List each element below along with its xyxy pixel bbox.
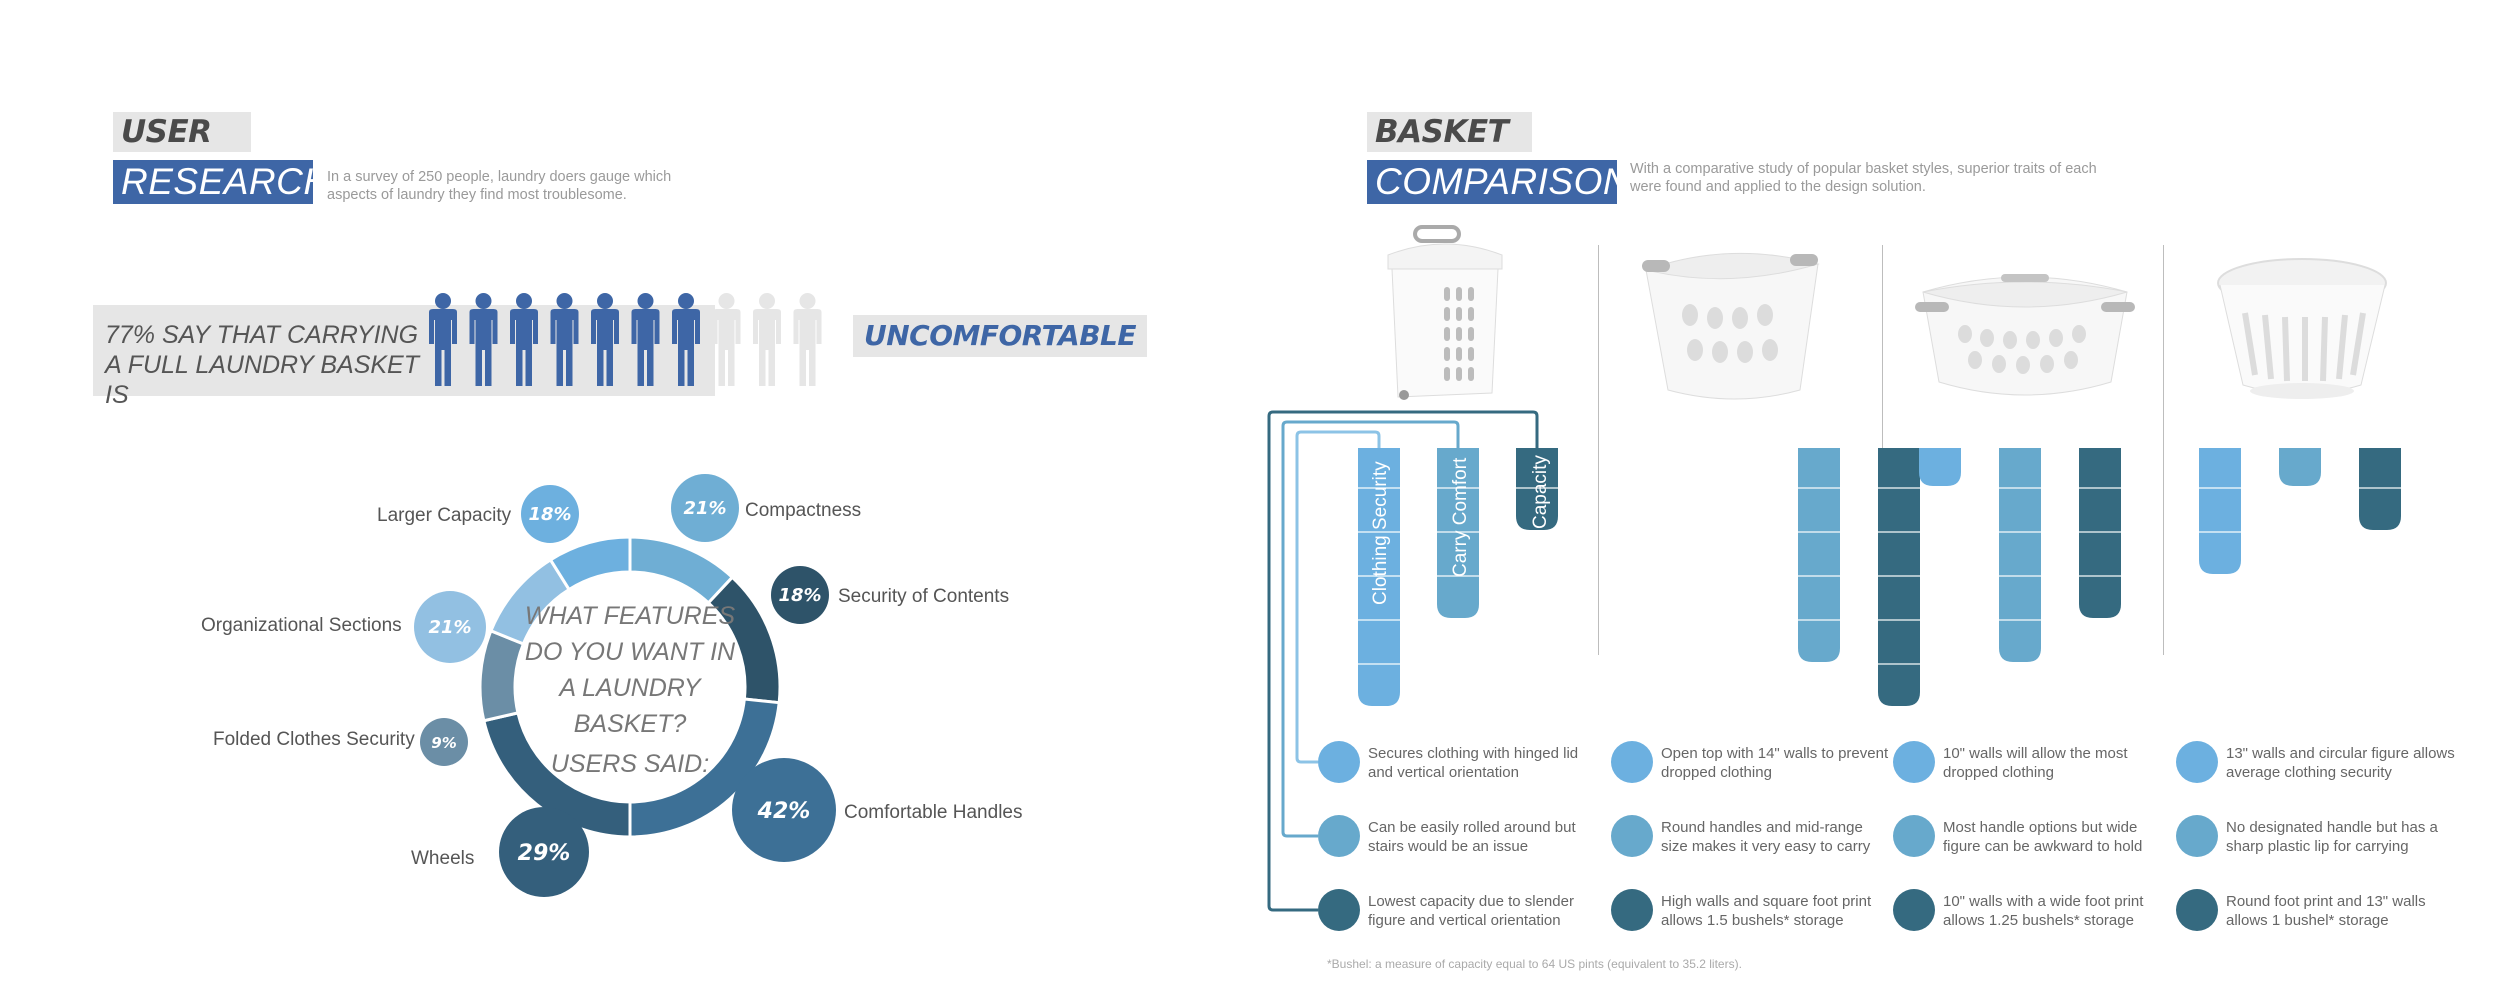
note-text: 10" walls will allow the most dropped clothing — [1943, 745, 2128, 781]
note-text: Secures clothing with hinged lid and vertical orientation — [1368, 745, 1579, 781]
uncomfortable-label: UNCOMFORTABLE — [853, 315, 1147, 357]
note-dot-icon — [1611, 889, 1653, 931]
basket-note — [1893, 889, 2173, 931]
stat-text-line1: 77% SAY THAT CARRYING — [105, 321, 419, 349]
basket-note — [1318, 815, 1598, 857]
donut-value-label: 18% — [778, 585, 822, 606]
user-title-bottom: RESEARCH — [113, 160, 313, 204]
donut-center-line3: A LAUNDRY BASKET? — [559, 674, 701, 738]
basket-note — [1611, 815, 1891, 857]
basket-bar — [1919, 448, 1961, 486]
user-intro: In a survey of 250 people, laundry doers gauge which aspects of laundry they find most troublesome. — [327, 169, 672, 203]
donut-value-label: 42% — [757, 799, 811, 824]
bar-label-capacity: Capacity — [1530, 455, 1551, 529]
bar-label-clothing-security: Clothing Security — [1370, 461, 1391, 605]
basket-note — [1318, 889, 1598, 931]
note-text: Most handle options but wide figure can be awkward to hold — [1943, 819, 2143, 855]
basket-note — [1893, 815, 2173, 857]
donut-value-label: 18% — [528, 504, 572, 525]
note-text: High walls and square foot print allows 1.5 bushels* storage — [1661, 893, 1872, 929]
basket-note — [2176, 889, 2456, 931]
note-dot-icon — [1893, 889, 1935, 931]
basket-note — [1318, 741, 1598, 783]
donut-value-label: 9% — [431, 734, 457, 752]
basket-bar — [2279, 448, 2321, 486]
donut-value-label: 21% — [428, 617, 472, 638]
basket-note — [1893, 741, 2173, 783]
note-dot-icon — [1318, 815, 1360, 857]
donut-value-label: 21% — [683, 498, 727, 519]
donut-center-line2: DO YOU WANT IN — [524, 638, 736, 666]
label-organizational-sections: Organizational Sections — [201, 615, 402, 636]
label-wheels: Wheels — [411, 848, 475, 869]
basket-bar — [1798, 448, 1840, 662]
note-dot-icon — [1893, 815, 1935, 857]
note-text: 10" walls with a wide foot print allows 1.25 bushels* storage — [1943, 893, 2144, 929]
basket-note — [1611, 889, 1891, 931]
basket-note — [2176, 815, 2456, 857]
basket-bar — [2359, 448, 2401, 530]
note-text: Round foot print and 13" walls allows 1 bushel* storage — [2226, 893, 2426, 929]
basket-intro: With a comparative study of popular basket styles, superior traits of each were found and applied to the design solution. — [1630, 161, 2097, 195]
note-text: Open top with 14" walls to prevent dropped clothing — [1661, 745, 1889, 781]
basket-title-bottom: COMPARISON — [1367, 160, 1617, 204]
stat-text-line2: A FULL LAUNDRY BASKET IS — [105, 351, 420, 409]
note-dot-icon — [1611, 815, 1653, 857]
basket-note — [2176, 741, 2456, 783]
note-text: Lowest capacity due to slender figure and vertical orientation — [1368, 893, 1574, 929]
label-security-of-contents: Security of Contents — [838, 586, 1010, 607]
note-dot-icon — [2176, 741, 2218, 783]
basket-bar — [2079, 448, 2121, 618]
note-dot-icon — [2176, 889, 2218, 931]
note-text: 13" walls and circular figure allows average clothing security — [2226, 745, 2455, 781]
note-dot-icon — [1611, 741, 1653, 783]
note-dot-icon — [1893, 741, 1935, 783]
note-text: Can be easily rolled around but stairs would be an issue — [1368, 819, 1576, 855]
bar-label-carry-comfort: Carry Comfort — [1450, 457, 1471, 577]
bushel-footnote: *Bushel: a measure of capacity equal to 64 US pints (equivalent to 35.2 liters). — [1327, 957, 1742, 971]
donut-center-line1: WHAT FEATURES — [524, 602, 736, 630]
basket-note — [1611, 741, 1891, 783]
note-text: No designated handle but has a sharp plastic lip for carrying — [2226, 819, 2438, 855]
donut-value-label: 29% — [517, 841, 571, 866]
note-dot-icon — [1318, 889, 1360, 931]
label-folded-clothes-security: Folded Clothes Security — [213, 729, 415, 750]
donut-users-said: USERS SAID: — [550, 750, 710, 778]
label-compactness: Compactness — [745, 500, 862, 521]
basket-bar — [1999, 448, 2041, 662]
user-title-top: USER — [113, 112, 251, 152]
basket-bar — [1878, 448, 1920, 706]
basket-title-top: BASKET — [1367, 112, 1532, 152]
note-dot-icon — [2176, 815, 2218, 857]
label-comfortable-handles: Comfortable Handles — [844, 802, 1023, 823]
label-larger-capacity: Larger Capacity — [377, 505, 512, 526]
note-text: Round handles and mid-range size makes it very easy to carry — [1661, 819, 1871, 855]
note-dot-icon — [1318, 741, 1360, 783]
basket-bar — [2199, 448, 2241, 574]
